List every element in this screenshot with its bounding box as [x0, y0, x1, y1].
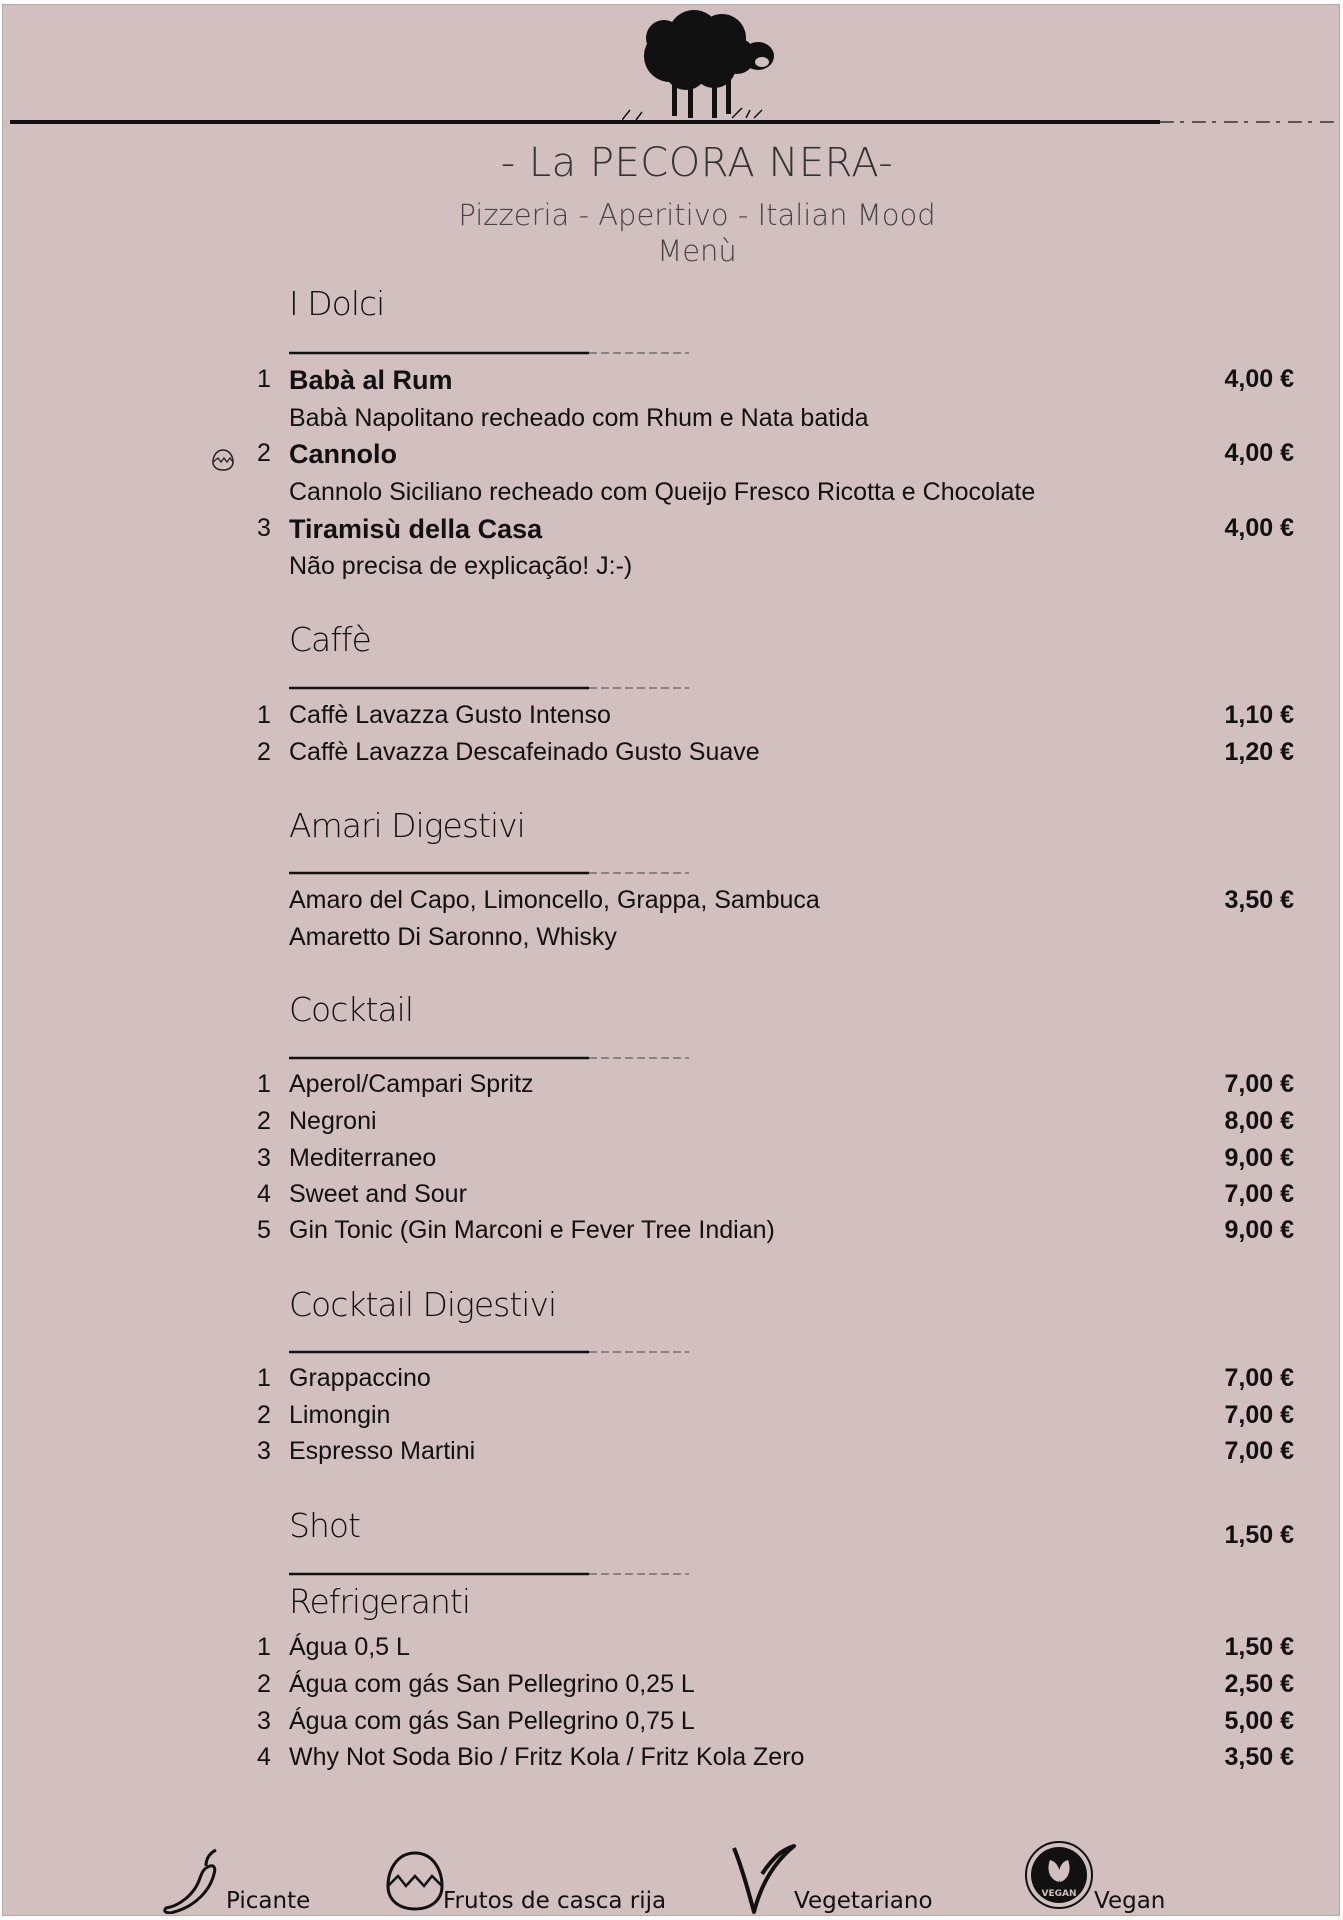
- section-divider: [289, 349, 689, 357]
- item-price: 1,10 €: [1224, 701, 1294, 729]
- item-name: Gin Tonic (Gin Marconi e Fever Tree Indian): [289, 1216, 775, 1244]
- item-number: 2: [257, 439, 271, 467]
- item-name: Why Not Soda Bio / Fritz Kola / Fritz Kola Zero: [289, 1743, 805, 1771]
- menu-item: [2, 1707, 1340, 1741]
- item-name: Caffè Lavazza Descafeinado Gusto Suave: [289, 738, 760, 766]
- restaurant-tagline: Pizzeria - Aperitivo - Italian Mood: [458, 198, 936, 232]
- legend-label: Vegan: [1094, 1888, 1166, 1914]
- section-title-cocktail: Cocktail: [289, 990, 413, 1029]
- vegan-badge-icon: [1024, 1840, 1094, 1910]
- menu-item: [2, 1437, 1340, 1471]
- item-name: Tiramisù della Casa: [289, 514, 543, 544]
- item-name: Amaro del Capo, Limoncello, Grappa, Sambuca: [289, 886, 820, 914]
- item-number: 2: [257, 1107, 271, 1135]
- item-number: 3: [257, 1707, 271, 1735]
- legend-vegan: [1024, 1840, 1174, 1920]
- legend-vegetariano: [732, 1840, 952, 1920]
- menu-label: Menù: [657, 234, 737, 268]
- item-number: 1: [257, 1633, 271, 1661]
- item-name: Água com gás San Pellegrino 0,75 L: [289, 1707, 695, 1735]
- item-price: 9,00 €: [1224, 1216, 1294, 1244]
- item-number: 2: [257, 738, 271, 766]
- item-number: 2: [257, 1670, 271, 1698]
- section-divider: [289, 684, 689, 692]
- item-price: 1,20 €: [1224, 738, 1294, 766]
- menu-item: [2, 886, 1340, 920]
- section-title-shot: Shot: [289, 1506, 360, 1545]
- menu-item: [2, 365, 1340, 399]
- item-price: 7,00 €: [1224, 1364, 1294, 1392]
- section-divider: [289, 1570, 689, 1578]
- nut-icon: [384, 1850, 446, 1912]
- item-description: Cannolo Siciliano recheado com Queijo Fresco Ricotta e Chocolate: [289, 478, 1036, 506]
- vegetarian-v-icon: [732, 1842, 798, 1916]
- section-divider: [289, 1348, 689, 1356]
- item-name: Sweet and Sour: [289, 1180, 467, 1208]
- item-price: 2,50 €: [1224, 1670, 1294, 1698]
- menu-item: [2, 1070, 1340, 1104]
- item-price: 7,00 €: [1224, 1401, 1294, 1429]
- item-name: Mediterraneo: [289, 1144, 437, 1172]
- legend-label: Vegetariano: [794, 1888, 933, 1914]
- legend-frutos: [384, 1840, 667, 1920]
- menu-item: [2, 1743, 1340, 1777]
- item-name: Caffè Lavazza Gusto Intenso: [289, 701, 611, 729]
- section-title-cocktail-digestivi: Cocktail Digestivi: [289, 1285, 557, 1324]
- legend-picante: [160, 1840, 320, 1920]
- item-name: Negroni: [289, 1107, 377, 1135]
- item-price: 1,50 €: [1224, 1521, 1294, 1549]
- section-title-refrigeranti: Refrigeranti: [289, 1582, 471, 1621]
- item-price: 7,00 €: [1224, 1437, 1294, 1465]
- item-price: 3,50 €: [1224, 886, 1294, 914]
- sheep-logo-icon: [622, 4, 802, 126]
- item-price: 8,00 €: [1224, 1107, 1294, 1135]
- item-name: Água 0,5 L: [289, 1633, 410, 1661]
- menu-item: [2, 1633, 1340, 1667]
- vegan-badge-text: VEGAN: [1041, 1889, 1077, 1899]
- section-title-caffe: Caffè: [289, 620, 371, 659]
- menu-item: [2, 1670, 1340, 1704]
- legend-label: Frutos de casca rija: [443, 1888, 667, 1914]
- item-price: 3,50 €: [1224, 1743, 1294, 1771]
- item-name: Grappaccino: [289, 1364, 431, 1392]
- menu-item: [2, 1216, 1340, 1250]
- item-number: 1: [257, 1070, 271, 1098]
- section-divider: [289, 869, 689, 877]
- menu-item: [2, 1401, 1340, 1435]
- item-price: 1,50 €: [1224, 1633, 1294, 1661]
- item-price: 5,00 €: [1224, 1707, 1294, 1735]
- menu-item: [2, 1364, 1340, 1398]
- item-number: 5: [257, 1216, 271, 1244]
- menu-item: [2, 514, 1340, 548]
- item-number: 3: [257, 1144, 271, 1172]
- item-name-continued: Amaretto Di Saronno, Whisky: [289, 923, 617, 951]
- item-description: Babà Napolitano recheado com Rhum e Nata batida: [289, 404, 869, 432]
- menu-item: [2, 1107, 1340, 1141]
- menu-item: [2, 1144, 1340, 1178]
- item-number: 4: [257, 1180, 271, 1208]
- menu-item: [2, 439, 1340, 473]
- item-price: 7,00 €: [1224, 1070, 1294, 1098]
- restaurant-name: - La PECORA NERA-: [500, 140, 894, 186]
- item-price: 4,00 €: [1224, 365, 1294, 393]
- item-price: 4,00 €: [1224, 514, 1294, 542]
- item-number: 1: [257, 365, 271, 393]
- item-number: 3: [257, 1437, 271, 1465]
- section-divider: [289, 1054, 689, 1062]
- chili-pepper-icon: [160, 1848, 222, 1914]
- item-number: 1: [257, 701, 271, 729]
- legend-label: Picante: [226, 1888, 311, 1914]
- menu-item: [2, 1180, 1340, 1214]
- item-name: Limongin: [289, 1401, 391, 1429]
- item-number: 3: [257, 514, 271, 542]
- item-price: 4,00 €: [1224, 439, 1294, 467]
- item-number: 2: [257, 1401, 271, 1429]
- item-name: Babà al Rum: [289, 365, 453, 395]
- header-divider: [10, 119, 1340, 125]
- item-price: 7,00 €: [1224, 1180, 1294, 1208]
- menu-item: [2, 701, 1340, 735]
- menu-page: [2, 4, 1340, 1916]
- item-description: Não precisa de explicação! J:-): [289, 552, 633, 580]
- item-number: 1: [257, 1364, 271, 1392]
- section-title-amari: Amari Digestivi: [289, 806, 525, 845]
- item-name: Água com gás San Pellegrino 0,25 L: [289, 1670, 695, 1698]
- item-name: Aperol/Campari Spritz: [289, 1070, 534, 1098]
- item-number: 4: [257, 1743, 271, 1771]
- item-name: Espresso Martini: [289, 1437, 476, 1465]
- menu-item: [2, 1521, 1340, 1555]
- menu-item: [2, 738, 1340, 772]
- item-price: 9,00 €: [1224, 1144, 1294, 1172]
- section-title-dolci: I Dolci: [289, 284, 385, 323]
- item-name: Cannolo: [289, 439, 397, 469]
